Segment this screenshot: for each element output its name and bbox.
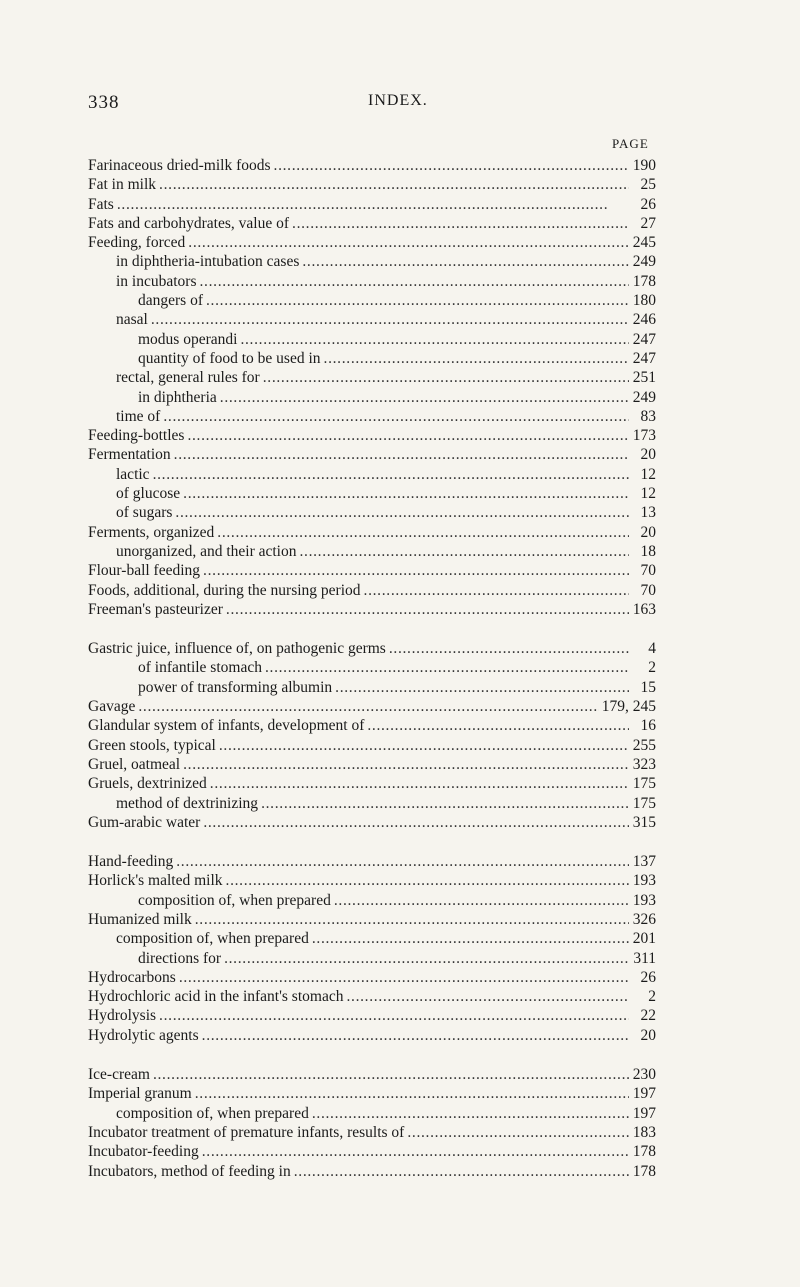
- index-page-ref: 2: [648, 988, 656, 1006]
- index-term: Horlick's malted milk: [88, 872, 223, 890]
- index-entry: [88, 871, 656, 890]
- page-column-heading: PAGE: [612, 136, 649, 151]
- index-entry: [88, 445, 656, 464]
- index-term: Foods, additional, during the nursing period: [88, 581, 361, 599]
- index-section: [88, 852, 656, 1045]
- index-term: in diphtheria-intubation cases: [116, 253, 300, 271]
- index-page-ref: 20: [640, 1026, 656, 1044]
- dot-leader: [265, 658, 629, 677]
- dot-leader: [217, 523, 629, 542]
- index-page-ref: 20: [640, 523, 656, 541]
- index-term: in diphtheria: [138, 388, 217, 406]
- index-page-ref: 193: [632, 872, 656, 890]
- index-entry: [88, 252, 656, 271]
- index-term: method of dextrinizing: [116, 794, 259, 812]
- index-page-ref: 201: [632, 930, 656, 948]
- index-page-ref: 247: [632, 349, 656, 367]
- dot-leader: [175, 503, 629, 522]
- index-entry: [88, 310, 656, 329]
- index-entry: [88, 987, 656, 1006]
- index-entry: [88, 736, 656, 755]
- dot-leader: [220, 388, 629, 407]
- index-entry: [88, 910, 656, 929]
- dot-leader: [389, 639, 629, 658]
- index-entry: [88, 1084, 656, 1103]
- index-page-ref: 326: [632, 910, 656, 928]
- dot-leader: [200, 272, 630, 291]
- index-entry: [88, 891, 656, 910]
- dot-leader: [176, 852, 629, 871]
- index-entry: [88, 697, 656, 716]
- dot-leader: [202, 1026, 629, 1045]
- dot-leader: [312, 929, 629, 948]
- index-entry: [88, 542, 656, 561]
- index-page-ref: 137: [632, 853, 656, 871]
- dot-leader: [203, 813, 629, 832]
- dot-leader: [183, 755, 629, 774]
- index-entry: [88, 639, 656, 658]
- index-page-ref: 178: [632, 1162, 656, 1180]
- index-entry: [88, 968, 656, 987]
- index-page-ref: 178: [632, 272, 656, 290]
- index-term: Imperial granum: [88, 1085, 192, 1103]
- index-entry: [88, 1123, 656, 1142]
- index-term: quantity of food to be used in: [138, 349, 321, 367]
- index-page-ref: 249: [632, 388, 656, 406]
- index-entry: [88, 349, 656, 368]
- index-page-ref: 251: [632, 369, 656, 387]
- index-entry: [88, 1162, 656, 1181]
- index-page-ref: 12: [640, 485, 656, 503]
- index-term: Gum-arabic water: [88, 813, 201, 831]
- index-entry: [88, 755, 656, 774]
- index-entry: [88, 426, 656, 445]
- dot-leader: [324, 349, 629, 368]
- index-page-ref: 18: [640, 542, 656, 560]
- dot-leader: [219, 736, 629, 755]
- dot-leader: [153, 465, 629, 484]
- dot-leader: [187, 426, 629, 445]
- index-term: Ferments, organized: [88, 523, 215, 541]
- index-entry: [88, 291, 656, 310]
- dot-leader: [312, 1104, 629, 1123]
- index-term: of glucose: [116, 485, 181, 503]
- index-page-ref: 26: [640, 195, 656, 213]
- index-term: lactic: [116, 465, 150, 483]
- index-entry: [88, 678, 656, 697]
- index-page-ref: 249: [632, 253, 656, 271]
- index-term: power of transforming albumin: [138, 678, 333, 696]
- dot-leader: [188, 233, 629, 252]
- index-term: Humanized milk: [88, 910, 192, 928]
- index-page-ref: 2: [648, 659, 656, 677]
- dot-leader: [299, 542, 629, 561]
- index-page-ref: 25: [640, 176, 656, 194]
- index-page-ref: 26: [640, 968, 656, 986]
- index-entry: [88, 330, 656, 349]
- index-page-ref: 315: [632, 813, 656, 831]
- index-page-ref: 22: [640, 1007, 656, 1025]
- index-entry: [88, 1104, 656, 1123]
- index-entry: [88, 388, 656, 407]
- index-entry: [88, 794, 656, 813]
- index-page-ref: 183: [632, 1123, 656, 1141]
- index-page-ref: 4: [648, 640, 656, 658]
- dot-leader: [179, 968, 629, 987]
- index-term: Fats and carbohydrates, value of: [88, 214, 290, 232]
- dot-leader: [364, 581, 629, 600]
- index-page-ref: 230: [632, 1066, 656, 1084]
- index-term: composition of, when prepared: [116, 1104, 309, 1122]
- dot-leader: [163, 407, 629, 426]
- index-page-ref: 20: [640, 446, 656, 464]
- dot-leader: [407, 1123, 629, 1142]
- dot-leader: [335, 678, 629, 697]
- dot-leader: [159, 1006, 629, 1025]
- index-page-ref: 197: [632, 1104, 656, 1122]
- index-term: Incubator-feeding: [88, 1143, 199, 1161]
- index-term: time of: [116, 407, 161, 425]
- index-term: Flour-ball feeding: [88, 562, 201, 580]
- index-term: Incubators, method of feeding in: [88, 1162, 291, 1180]
- index-entry: [88, 949, 656, 968]
- index-term: Hydrocarbons: [88, 968, 176, 986]
- dot-leader: [203, 561, 629, 580]
- index-entry: [88, 1026, 656, 1045]
- index-term: unorganized, and their action: [116, 542, 297, 560]
- index-page-ref: 180: [632, 292, 656, 310]
- index-term: Fats: [88, 195, 114, 213]
- index-term: modus operandi: [138, 330, 238, 348]
- index-entry: [88, 561, 656, 580]
- dot-leader: [334, 891, 629, 910]
- index-term: rectal, general rules for: [116, 369, 260, 387]
- index-page-ref: 175: [632, 775, 656, 793]
- index-page-ref: 311: [633, 949, 656, 967]
- index-page-ref: 70: [640, 581, 656, 599]
- dot-leader: [274, 156, 629, 175]
- index-page-ref: 246: [632, 311, 656, 329]
- index-entry: [88, 774, 656, 793]
- index-page-ref: 175: [632, 794, 656, 812]
- dot-leader: [367, 716, 629, 735]
- index-entry: [88, 156, 656, 175]
- index-term: Ice-cream: [88, 1066, 150, 1084]
- index-page-ref: 245: [632, 234, 656, 252]
- index-term: Gavage: [88, 698, 136, 716]
- index-term: Hydrolysis: [88, 1007, 157, 1025]
- index-page-ref: 323: [632, 755, 656, 773]
- index-entry: [88, 465, 656, 484]
- running-head: INDEX.: [368, 92, 428, 109]
- index-term: Fat in milk: [88, 176, 157, 194]
- dot-leader: [226, 871, 629, 890]
- index-entry: [88, 1006, 656, 1025]
- index-term: Farinaceous dried-milk foods: [88, 157, 271, 174]
- index-term: Fermentation: [88, 446, 171, 464]
- index-page-ref: 178: [632, 1143, 656, 1161]
- index-term: of infantile stomach: [138, 659, 262, 677]
- dot-leader: [174, 445, 629, 464]
- index-term: in incubators: [116, 272, 197, 290]
- dot-leader: [151, 310, 629, 329]
- index-page-ref: 193: [632, 891, 656, 909]
- index-term: Gruel, oatmeal: [88, 755, 181, 773]
- index-term: Hydrolytic agents: [88, 1026, 199, 1044]
- dot-leader: [346, 987, 629, 1006]
- index-term: directions for: [138, 949, 222, 967]
- index-page-ref: 70: [640, 562, 656, 580]
- index-page-ref: 179, 245: [601, 698, 656, 716]
- index-term: composition of, when prepared: [116, 930, 309, 948]
- dot-leader: [224, 949, 629, 968]
- index-page-ref: 13: [640, 504, 656, 522]
- index-page-ref: 15: [640, 678, 656, 696]
- index-entry: [88, 195, 656, 214]
- index-entry: [88, 503, 656, 522]
- index-page-ref: 163: [632, 600, 656, 618]
- index-entry: [88, 716, 656, 735]
- dot-leader: [153, 1065, 629, 1084]
- index-entry: [88, 600, 656, 619]
- index-term: Gastric juice, influence of, on pathogenic germs: [88, 640, 386, 658]
- index-term: dangers of: [138, 292, 203, 310]
- index-entry: [88, 233, 656, 252]
- index-page-ref: 255: [632, 736, 656, 754]
- dot-leader: [183, 484, 629, 503]
- dot-leader: [195, 1084, 629, 1103]
- dot-leader: [263, 368, 629, 387]
- index-term: of sugars: [116, 504, 173, 522]
- index-entry: [88, 214, 656, 233]
- index-term: Feeding-bottles: [88, 427, 185, 445]
- dot-leader: [159, 175, 629, 194]
- index-entry: [88, 929, 656, 948]
- index-entry: [88, 813, 656, 832]
- dot-leader: [138, 697, 598, 716]
- index-term: Green stools, typical: [88, 736, 216, 754]
- index-page-ref: 27: [640, 214, 656, 232]
- index-term: Hand-feeding: [88, 853, 174, 871]
- index-term: composition of, when prepared: [138, 891, 331, 909]
- dot-leader: [261, 794, 629, 813]
- index-page-ref: 247: [632, 330, 656, 348]
- index-section: [88, 639, 656, 832]
- index-term: Hydrochloric acid in the infant's stomach: [88, 988, 344, 1006]
- index-entry: [88, 852, 656, 871]
- index-list: [88, 156, 656, 1201]
- index-entry: [88, 407, 656, 426]
- dot-leader: [195, 910, 629, 929]
- index-entry: [88, 1142, 656, 1161]
- dot-leader: [226, 600, 629, 619]
- index-term: Feeding, forced: [88, 234, 186, 252]
- page-number: 338: [88, 92, 120, 113]
- dot-leader: [240, 330, 629, 349]
- index-term: Glandular system of infants, development of: [88, 717, 365, 735]
- dot-leader: [294, 1162, 629, 1181]
- index-section: [88, 1065, 656, 1181]
- index-term: Freeman's pasteurizer: [88, 600, 223, 618]
- dot-leader: [206, 291, 629, 310]
- dot-leader: [210, 774, 629, 793]
- index-page-ref: 16: [640, 717, 656, 735]
- index-page-ref: 197: [632, 1085, 656, 1103]
- page-header: [88, 92, 668, 116]
- dot-leader: [302, 252, 629, 271]
- index-page-ref: 83: [640, 407, 656, 425]
- index-term: Gruels, dextrinized: [88, 775, 207, 793]
- index-page-ref: 12: [640, 465, 656, 483]
- index-entry: [88, 1065, 656, 1084]
- index-section: [88, 156, 656, 619]
- dot-leader: [292, 214, 629, 233]
- index-entry: [88, 484, 656, 503]
- dot-leader: [117, 195, 629, 214]
- index-page-ref: 173: [632, 427, 656, 445]
- dot-leader: [202, 1142, 629, 1161]
- index-term: nasal: [116, 311, 148, 329]
- index-entry: [88, 368, 656, 387]
- index-entry: [88, 658, 656, 677]
- index-term: Incubator treatment of premature infants, results of: [88, 1123, 405, 1141]
- index-entry: [88, 175, 656, 194]
- index-page-ref: 190: [632, 157, 656, 174]
- index-entry: [88, 523, 656, 542]
- index-entry: [88, 581, 656, 600]
- index-entry: [88, 272, 656, 291]
